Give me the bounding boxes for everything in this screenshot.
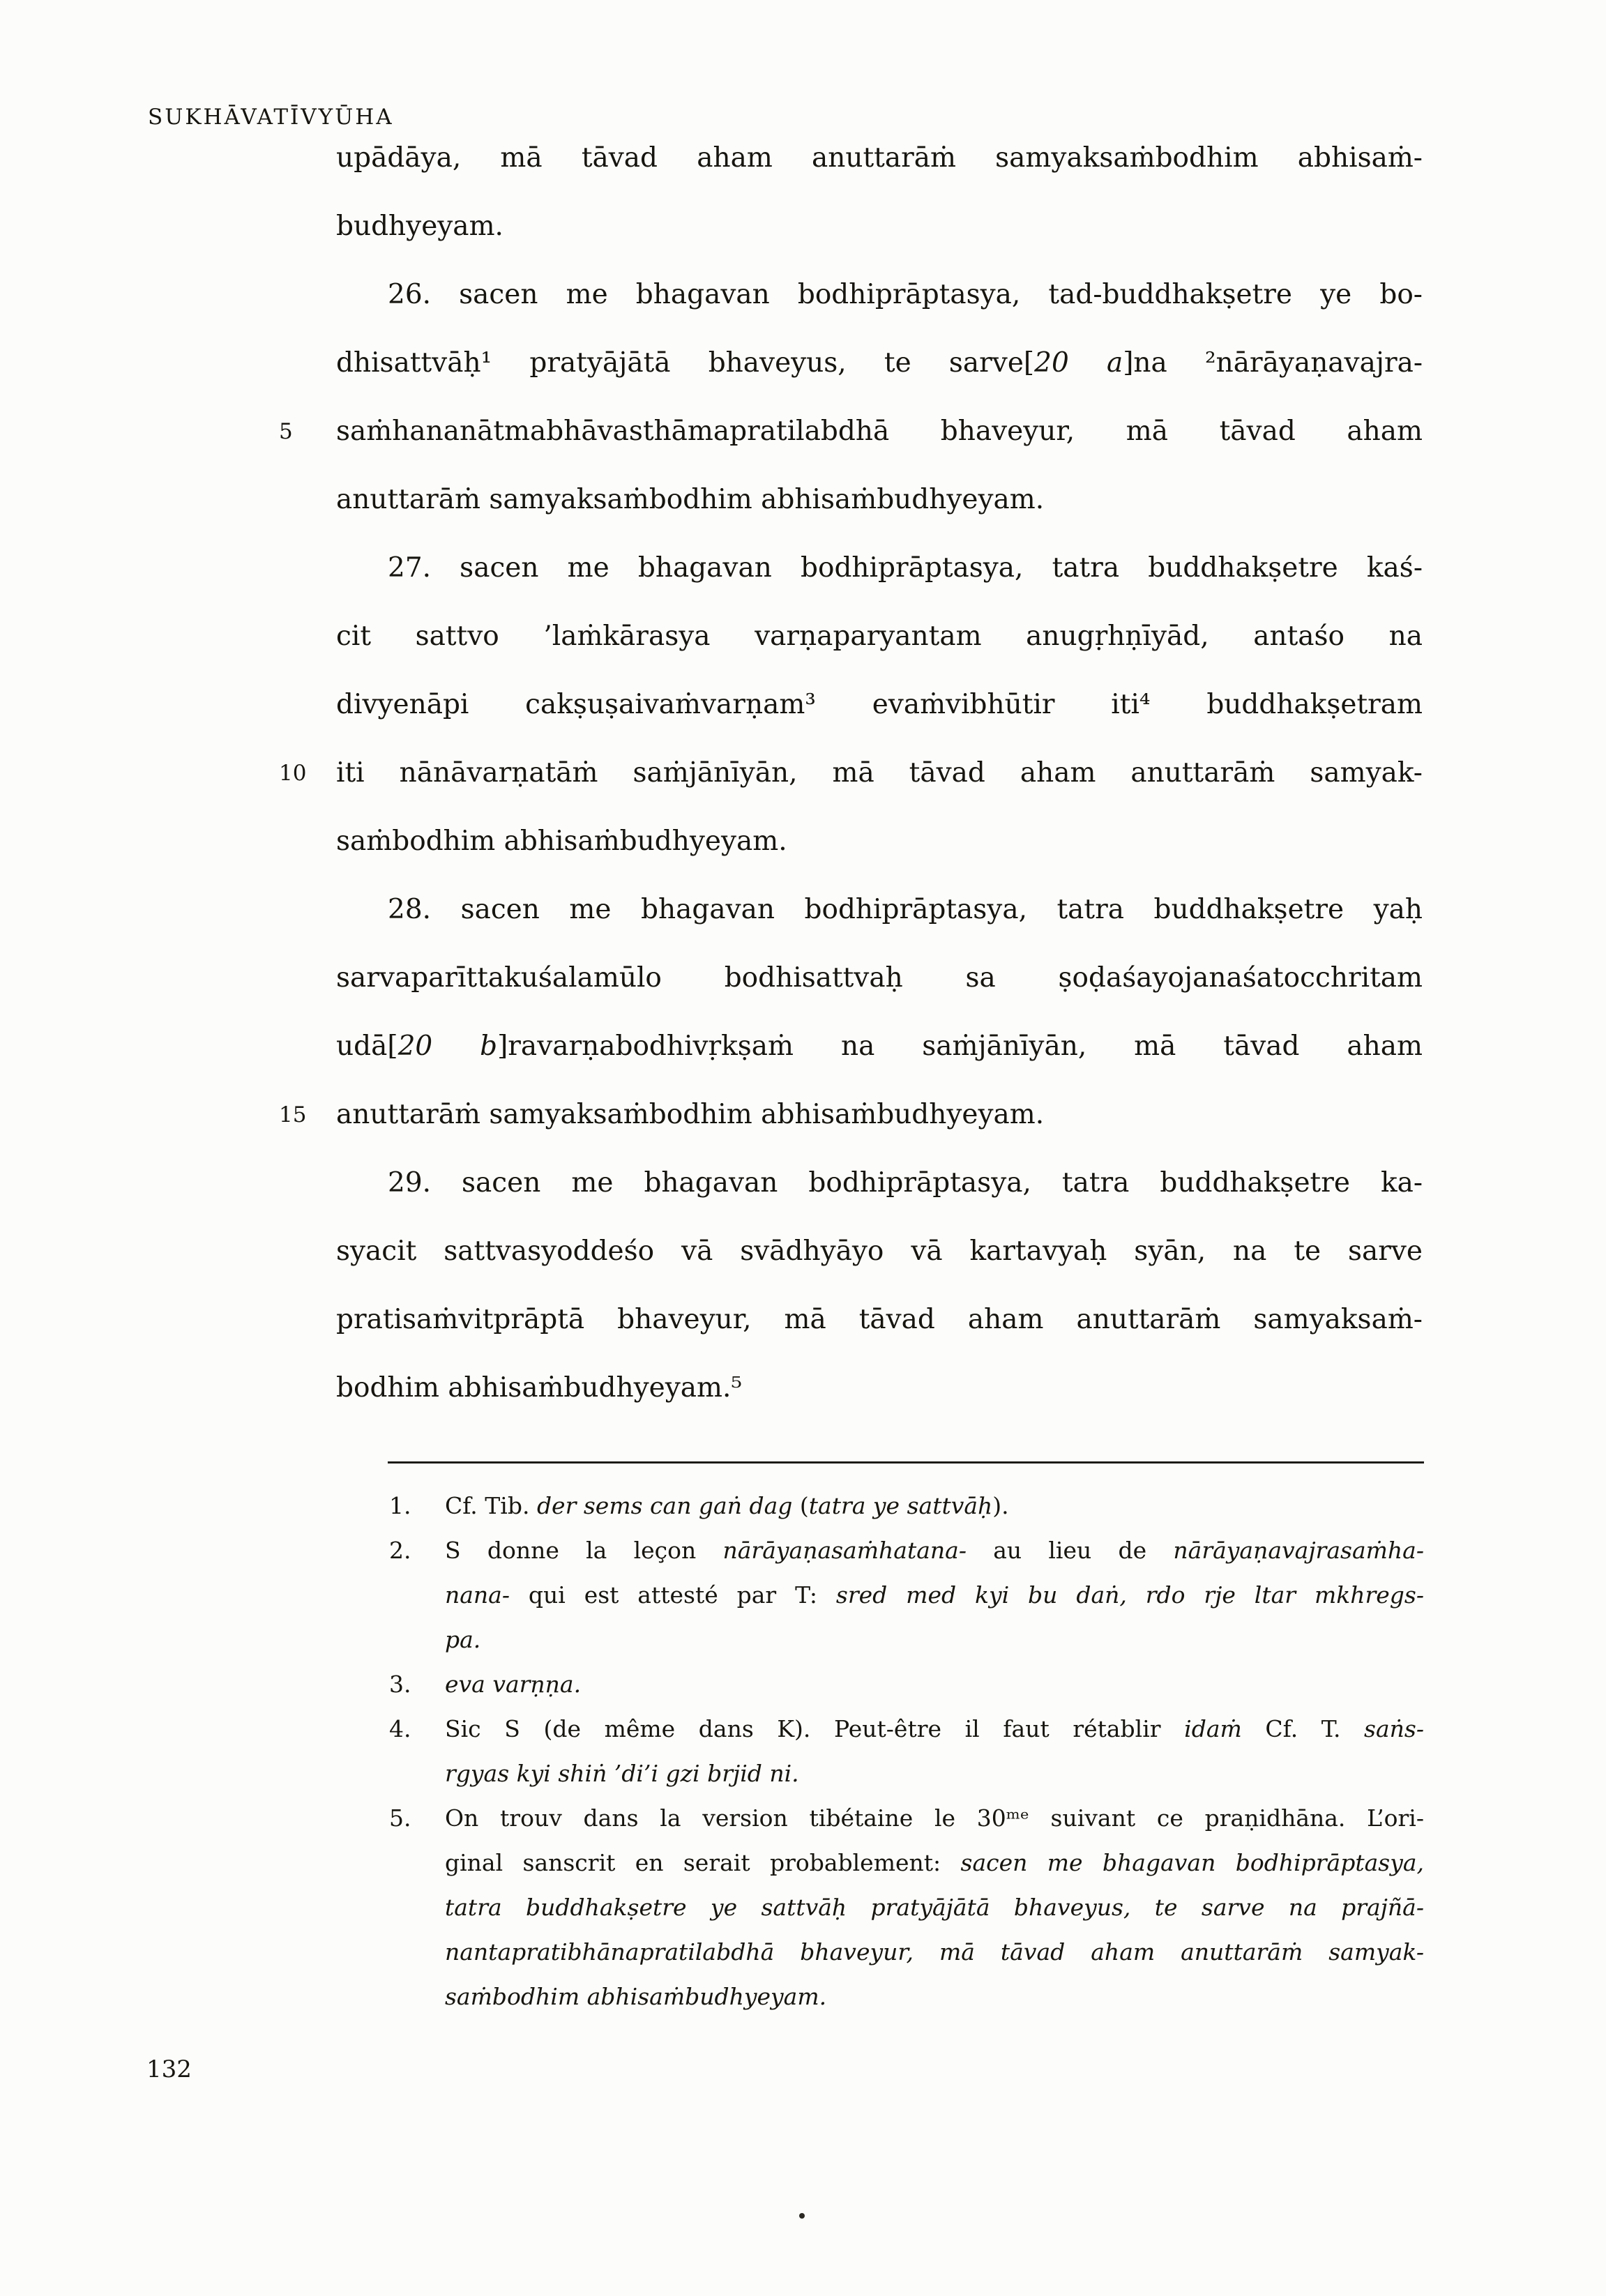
running-header: SUKHĀVATĪVYŪHA: [148, 105, 394, 130]
line-text: saṁhananātmabhāvasthāmapratilabdhā bhaveyur, mā tāvad aham: [336, 416, 1423, 447]
text-line: [336, 534, 1423, 602]
footnote-line: eva varṇṇa.: [445, 1671, 582, 1698]
footnote-number: 4.: [389, 1715, 411, 1742]
line-text: divyenāpi cakṣuṣaivaṁvarṇam³ evaṁvibhūtir iti⁴ buddhakṣetram: [336, 689, 1423, 720]
line-text: 28. sacen me bhagavan bodhiprāptasya, tatra buddhakṣetre yaḥ: [388, 894, 1423, 925]
footnote-line: S donne la leçon nārāyaṇasaṁhatana- au lieu de nārāyaṇavajrasaṁha-: [445, 1537, 1424, 1564]
line-text: saṁbodhim abhisaṁbudhyeyam.: [336, 826, 787, 857]
stray-ink-mark: [799, 2213, 805, 2219]
footnote-line: Sic S (de même dans K). Peut-être il faut rétablir idaṁ Cf. T. saṅs-: [445, 1715, 1424, 1742]
text-line: [336, 1149, 1423, 1217]
text-line: [336, 1286, 1423, 1354]
page-number: 132: [146, 2055, 192, 2083]
text-line: [336, 329, 1423, 397]
footnote-line: rgyas kyi shiṅ ’di’i gzi brjid ni.: [445, 1760, 799, 1787]
footnote-line: ginal sanscrit en serait probablement: sacen me bhagavan bodhiprāptasya,: [445, 1849, 1424, 1876]
footnote-line: pa.: [445, 1626, 481, 1653]
footnote-line: nantapratibhānapratilabdhā bhaveyur, mā tāvad aham anuttarāṁ samyak-: [445, 1938, 1424, 1966]
text-line: [336, 1354, 1423, 1422]
text-line: [336, 124, 1423, 192]
text-line: [279, 1081, 1423, 1149]
line-text: dhisattvāḥ¹ pratyājātā bhaveyus, te sarve[20 a]na ²nārāyaṇavajra-: [336, 347, 1423, 379]
text-line: [336, 807, 1423, 876]
text-line: [336, 192, 1423, 261]
text-line: [336, 876, 1423, 944]
footnote: [389, 1662, 1424, 1707]
line-text: sarvaparīttakuśalamūlo bodhisattvaḥ sa ṣoḍaśayojanaśatocchritam: [336, 962, 1423, 994]
footnotes-section: [389, 1484, 1424, 2019]
text-line: [279, 739, 1423, 807]
line-text: iti nānāvarṇatāṁ saṁjānīyān, mā tāvad aham anuttarāṁ samyak-: [336, 757, 1423, 789]
line-text: syacit sattvasyoddeśo vā svādhyāyo vā kartavyaḥ syān, na te sarve: [336, 1236, 1423, 1267]
footnote-number: 5.: [389, 1804, 411, 1832]
footnote-number: 1.: [389, 1492, 411, 1519]
footnote-line: Cf. Tib. der sems can gaṅ dag (tatra ye sattvāḥ).: [445, 1492, 1009, 1519]
footnote-number: 2.: [389, 1537, 411, 1564]
text-line: [336, 944, 1423, 1012]
footnote-number: 3.: [389, 1671, 411, 1698]
line-text: anuttarāṁ samyaksaṁbodhim abhisaṁbudhyeyam.: [336, 1099, 1045, 1130]
line-text: anuttarāṁ samyaksaṁbodhim abhisaṁbudhyeyam.: [336, 484, 1045, 515]
line-text: cit sattvo ’laṁkārasya varṇaparyantam anugṛhṇīyād, antaśo na: [336, 621, 1423, 652]
line-text: 26. sacen me bhagavan bodhiprāptasya, tad-buddhakṣetre ye bo-: [388, 279, 1423, 310]
text-line: [336, 602, 1423, 671]
line-text: udā[20 b]ravarṇabodhivṛkṣaṁ na saṁjānīyān, mā tāvad aham: [336, 1031, 1423, 1062]
footnote-line: On trouv dans la version tibétaine le 30ᵐᵉ suivant ce praṇidhāna. L’ori-: [445, 1804, 1424, 1832]
text-line: [336, 1012, 1423, 1081]
line-text: bodhim abhisaṁbudhyeyam.⁵: [336, 1372, 743, 1404]
line-text: 27. sacen me bhagavan bodhiprāptasya, tatra buddhakṣetre kaś-: [388, 552, 1423, 584]
text-line: [336, 466, 1423, 534]
footnote-line: tatra buddhakṣetre ye sattvāḥ pratyājātā bhaveyus, te sarve na prajñā-: [445, 1894, 1424, 1921]
footnote: [389, 1528, 1424, 1662]
text-line: [336, 671, 1423, 739]
footnote-line: nana- qui est attesté par T: sred med kyi bu daṅ, rdo rje ltar mkhregs-: [445, 1581, 1424, 1609]
footnote: [389, 1796, 1424, 2019]
line-text: pratisaṁvitprāptā bhaveyur, mā tāvad aham anuttarāṁ samyaksaṁ-: [336, 1304, 1423, 1335]
footnote: [389, 1484, 1424, 1528]
footnote-line: saṁbodhim abhisaṁbudhyeyam.: [445, 1983, 827, 2010]
body-text: [279, 124, 1423, 1422]
footnote: [389, 1707, 1424, 1796]
footnote-rule: [388, 1461, 1424, 1463]
line-text: 29. sacen me bhagavan bodhiprāptasya, tatra buddhakṣetre ka-: [388, 1167, 1423, 1199]
line-text: upādāya, mā tāvad aham anuttarāṁ samyaksaṁbodhim abhisaṁ-: [336, 142, 1423, 174]
line-text: budhyeyam.: [336, 211, 503, 242]
text-line: [336, 261, 1423, 329]
text-line: [336, 1217, 1423, 1286]
margin-line-number: 5: [279, 419, 293, 444]
margin-line-number: 10: [279, 761, 307, 786]
margin-line-number: 15: [279, 1102, 307, 1127]
text-line: [279, 397, 1423, 466]
